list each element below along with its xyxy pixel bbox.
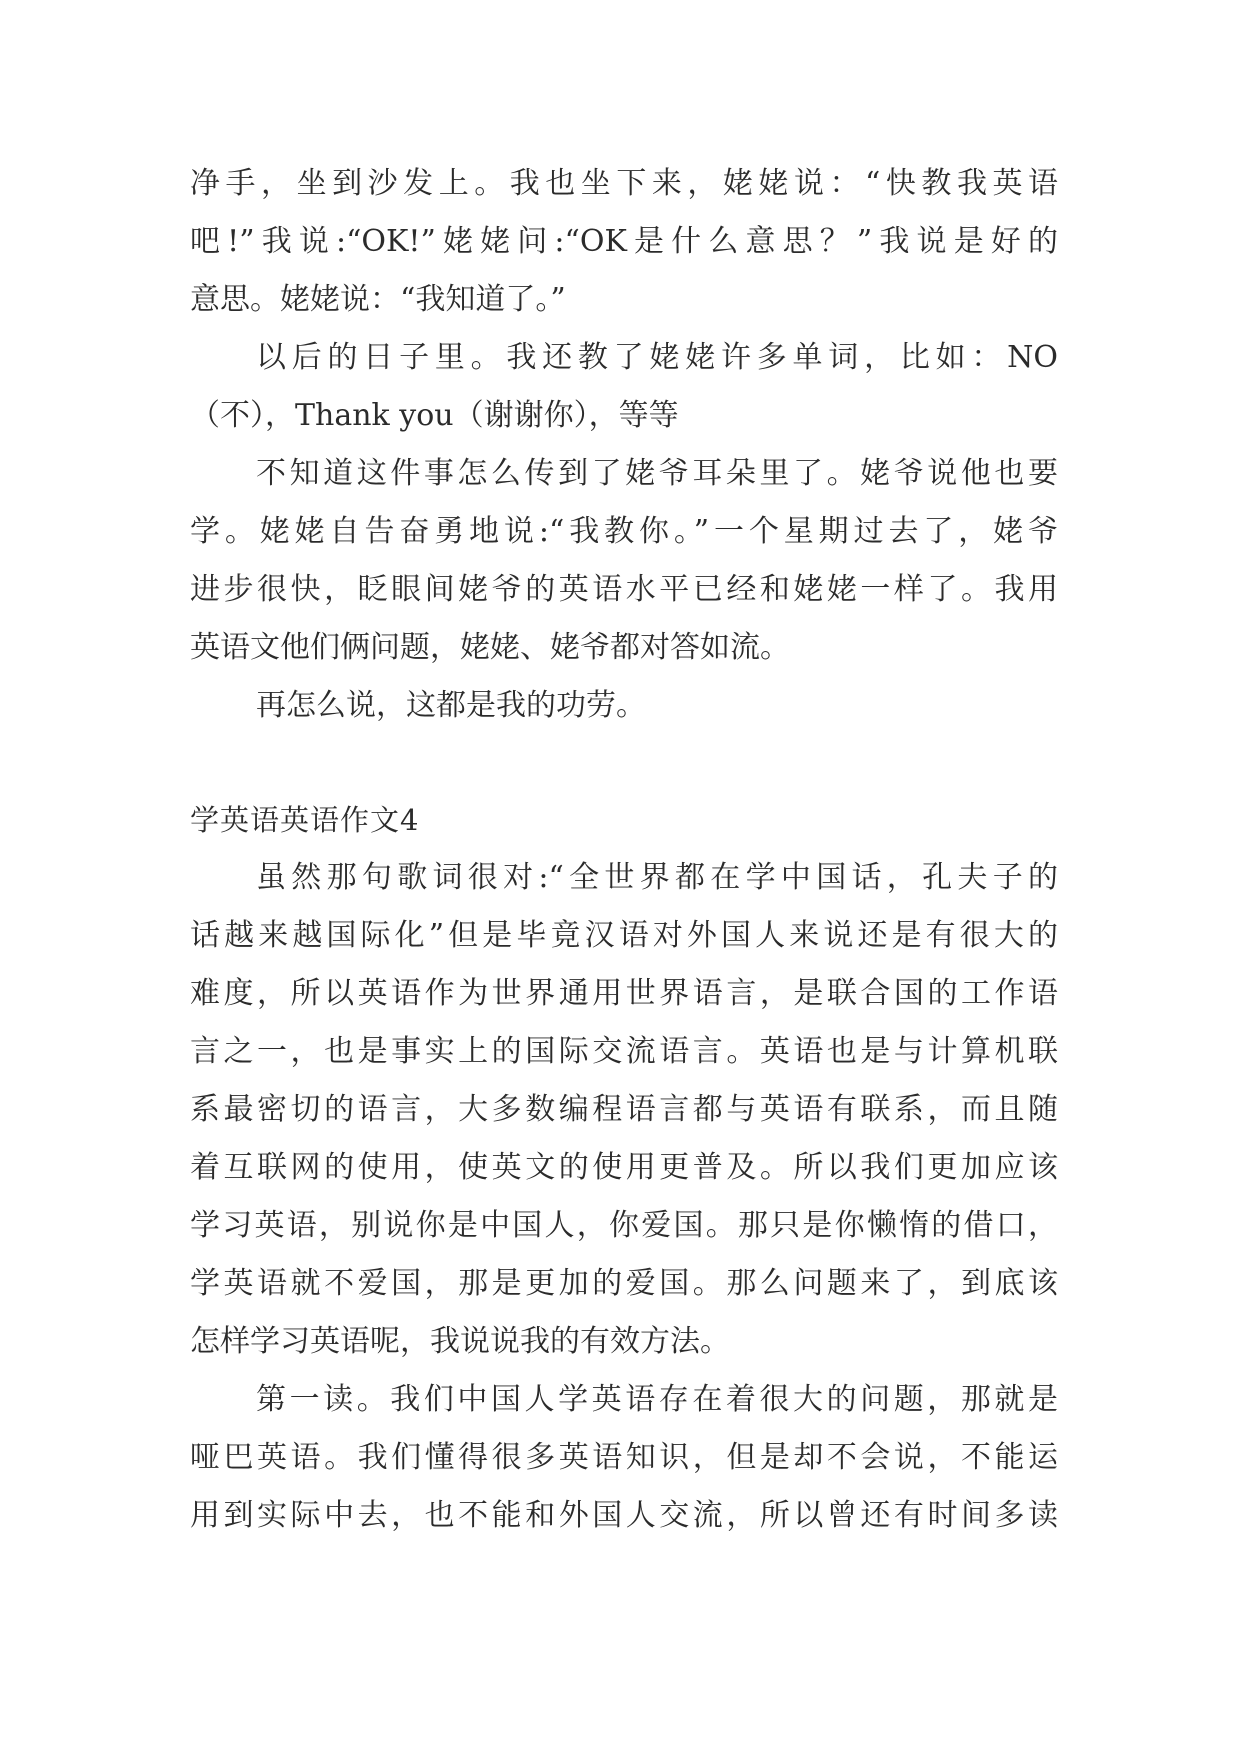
text-line: 怎样学习英语呢，我说说我的有效方法。 — [190, 1324, 730, 1359]
text-line: 英语文他们俩问题，姥姥、姥爷都对答如流。 — [190, 630, 790, 665]
text-line: 不知道这件事怎么传到了姥爷耳朵里了。姥爷说他也要 — [256, 456, 1058, 491]
document-body — [190, 155, 1058, 1545]
text-line: 难度，所以英语作为世界通用世界语言，是联合国的工作语 — [190, 976, 1058, 1011]
text-line: 吧!”我说:“OK!”姥姥问:“OK是什么意思？”我说是好的 — [190, 224, 1058, 259]
text-line: 净手，坐到沙发上。我也坐下来，姥姥说：“快教我英语 — [190, 166, 1058, 201]
text-line: 再怎么说，这都是我的功劳。 — [256, 688, 646, 723]
text-line: 言之一，也是事实上的国际交流语言。英语也是与计算机联 — [190, 1034, 1058, 1069]
text-line: 进步很快，眨眼间姥爷的英语水平已经和姥姥一样了。我用 — [190, 572, 1058, 607]
paragraph-gap — [190, 735, 1058, 791]
text-line: 学习英语，别说你是中国人，你爱国。那只是你懒惰的借口， — [190, 1208, 1058, 1243]
text-line: 着互联网的使用，使英文的使用更普及。所以我们更加应该 — [190, 1150, 1058, 1185]
text-line: 学英语就不爱国，那是更加的爱国。那么问题来了，到底该 — [190, 1266, 1058, 1301]
text-line: 第一读。我们中国人学英语存在着很大的问题，那就是 — [256, 1382, 1058, 1417]
text-line: 哑巴英语。我们懂得很多英语知识，但是却不会说，不能运 — [190, 1440, 1058, 1475]
text-line: 学。姥姥自告奋勇地说:“我教你。”一个星期过去了，姥爷 — [190, 514, 1058, 549]
text-line: 以后的日子里。我还教了姥姥许多单词，比如：NO — [256, 340, 1058, 375]
text-line: 系最密切的语言，大多数编程语言都与英语有联系，而且随 — [190, 1092, 1058, 1127]
text-line: 用到实际中去，也不能和外国人交流，所以曾还有时间多读 — [190, 1498, 1058, 1533]
section-heading: 学英语英语作文4 — [190, 803, 420, 837]
text-line: 虽然那句歌词很对:“全世界都在学中国话，孔夫子的 — [256, 860, 1058, 895]
text-line: 意思。姥姥说：“我知道了。” — [190, 282, 566, 317]
text-line: （不），Thank you（谢谢你），等等 — [190, 398, 679, 433]
text-line: 话越来越国际化”但是毕竟汉语对外国人来说还是有很大的 — [190, 918, 1058, 953]
